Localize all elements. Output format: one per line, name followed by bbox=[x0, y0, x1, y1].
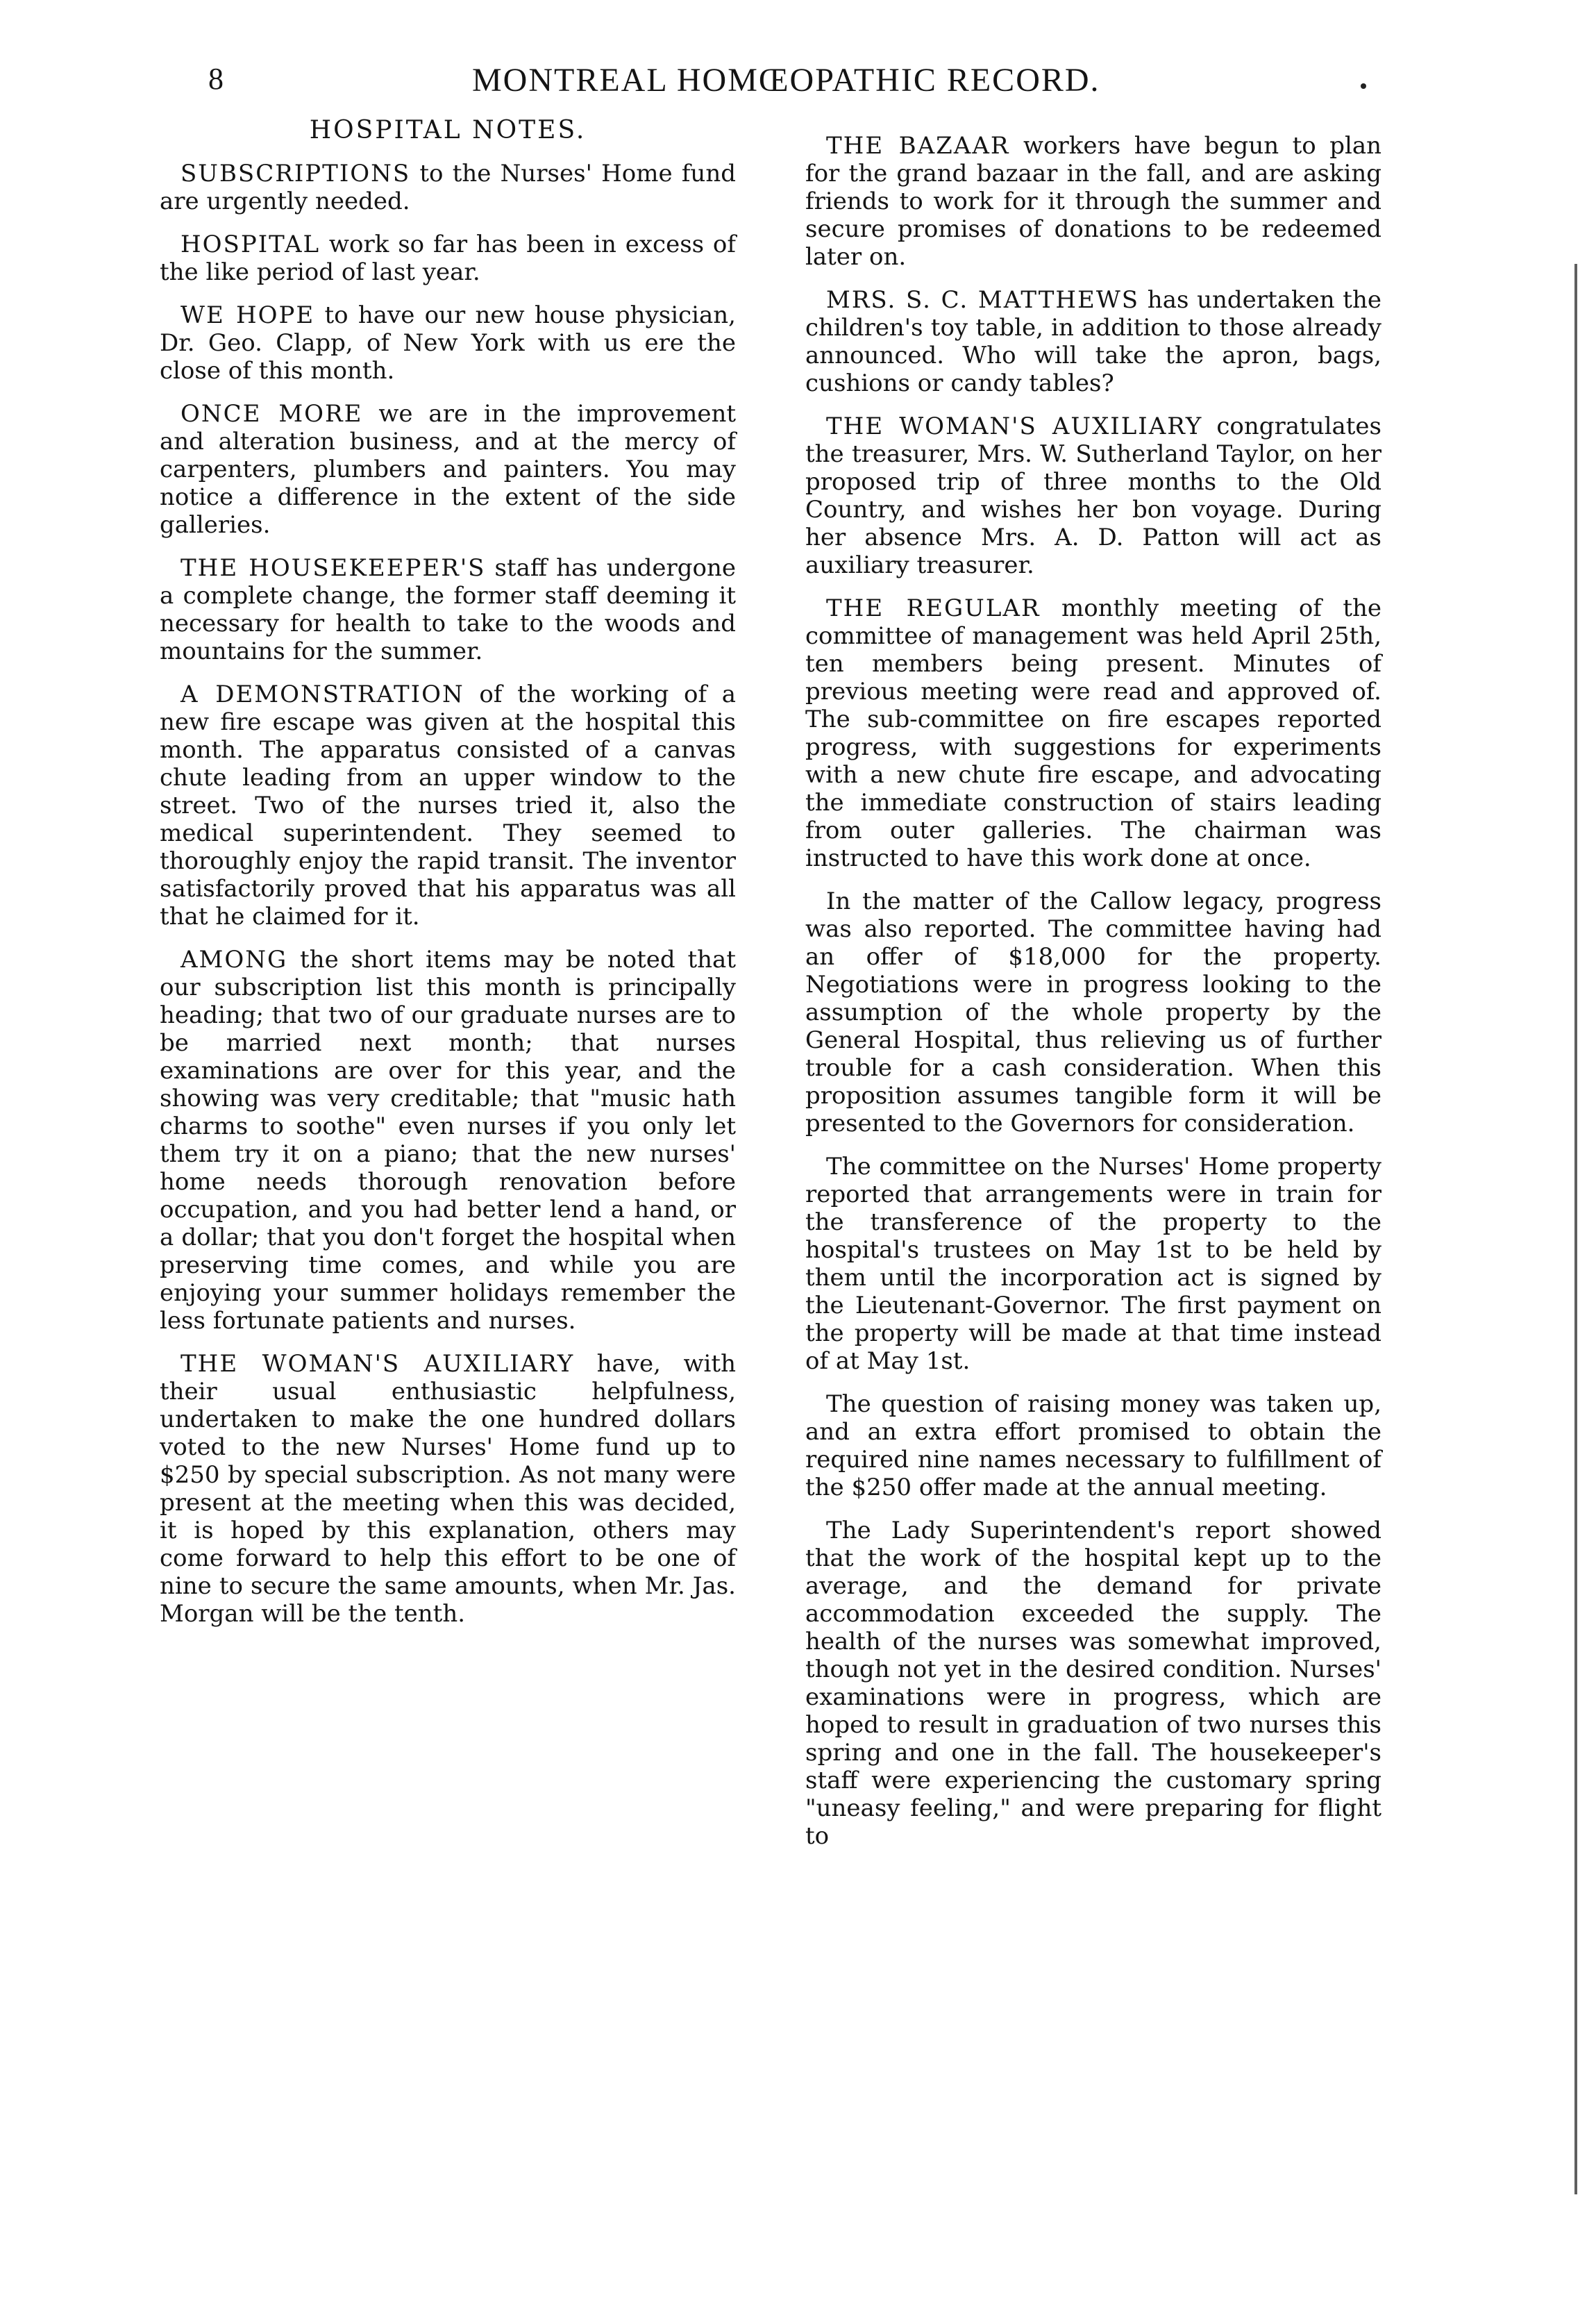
news-paragraph bbox=[805, 594, 1381, 872]
margin-mark bbox=[1361, 83, 1366, 89]
news-paragraph bbox=[805, 1153, 1381, 1375]
paragraph-text: congratulates the treasurer, Mrs. W. Sutherland Taylor, on her proposed trip of three months to the Old Country, and wishes her bon voyage. During her absence Mrs. A. D. Patton will act as auxiliary treasurer. bbox=[805, 412, 1381, 579]
news-paragraph bbox=[805, 1390, 1381, 1501]
running-head: MONTREAL HOMŒOPATHIC RECORD. bbox=[472, 62, 1100, 99]
section-title: HOSPITAL NOTES. bbox=[309, 116, 587, 144]
news-paragraph bbox=[160, 554, 736, 665]
paragraph-text: to have our new house physician, Dr. Geo. Clapp, of New York with us ere the close of this month. bbox=[160, 301, 736, 385]
news-paragraph bbox=[160, 301, 736, 385]
page-number: 8 bbox=[208, 62, 224, 96]
paragraph-lead: ONCE MORE bbox=[180, 400, 363, 428]
margin-rule bbox=[1574, 264, 1577, 2194]
left-paragraphs bbox=[160, 160, 736, 1628]
news-paragraph bbox=[160, 1350, 736, 1628]
right-paragraphs bbox=[805, 132, 1381, 1850]
paragraph-lead: THE WOMAN'S AUXILIARY bbox=[826, 412, 1203, 440]
right-column bbox=[805, 132, 1381, 1865]
paragraph-lead: THE BAZAAR bbox=[826, 132, 1010, 160]
paragraph-lead: A DEMONSTRATION bbox=[180, 681, 464, 708]
news-paragraph bbox=[160, 160, 736, 215]
paragraph-text: The question of raising money was taken up, and an extra effort promised to obtain the required nine names necessary to fulfillment of the $250 offer made at the annual meeting. bbox=[805, 1390, 1381, 1501]
paragraph-text: The committee on the Nurses' Home property reported that arrangements were in train for the transference of the property to the hospital's trustees on May 1st to be held by them until the incorporation act is signed by the Lieutenant-Governor. The first payment on the property will be made at that time instead of at May 1st. bbox=[805, 1153, 1381, 1375]
paragraph-lead: THE HOUSEKEEPER'S bbox=[180, 554, 486, 582]
paragraph-lead: HOSPITAL bbox=[180, 231, 321, 258]
paragraph-text: In the matter of the Callow legacy, progress was also reported. The committee having had an offer of $18,000 for the property. Negotiations were in progress looking to the assumption of the whole property by the General Hospital, thus relieving us of further trouble for a cash consideration. When this proposition assumes tangible form it will be presented to the Governors for consideration. bbox=[805, 887, 1381, 1137]
paragraph-text: to the Nurses' Home fund are urgently needed. bbox=[160, 160, 736, 215]
paragraph-text: we are in the improvement and alteration business, and at the mercy of carpenters, plumbers and painters. You may notice a difference in the extent of the side galleries. bbox=[160, 400, 737, 539]
news-paragraph bbox=[160, 231, 736, 286]
paragraph-text: the short items may be noted that our subscription list this month is principally heading; that two of our graduate nurses are to be married next month; that nurses examinations are over for this year, and the showing was very creditable; that "music hath charms to soothe" even nurses if you only let them try it on a piano; that the new nurses' home needs thorough renovation before occupation, and you had better lend a hand, or a dollar; that you don't forget the hospital when preserving time comes, and while you are enjoying your summer holidays remember the less fortunate patients and nurses. bbox=[160, 946, 736, 1335]
paragraph-lead: THE REGULAR bbox=[826, 594, 1041, 622]
left-column bbox=[160, 117, 736, 1643]
news-paragraph bbox=[805, 887, 1381, 1137]
paragraph-text: workers have begun to plan for the grand bazaar in the fall, and are asking friends to work for it through the summer and secure promises of donations to be redeemed later on. bbox=[805, 132, 1382, 271]
paragraph-text: work so far has been in excess of the like period of last year. bbox=[160, 231, 736, 286]
paragraph-lead: SUBSCRIPTIONS bbox=[180, 160, 411, 187]
news-paragraph bbox=[805, 132, 1381, 271]
news-paragraph bbox=[805, 1517, 1381, 1850]
paragraph-text: The Lady Superintendent's report showed that the work of the hospital kept up to the average, and the demand for private accommodation exceeded the supply. The health of the nurses was somewhat improved, though not yet in the desired condition. Nurses' examinations were in progress, which are hoped to result in graduation of two nurses this spring and one in the fall. The housekeeper's staff were experiencing the customary spring "uneasy feeling," and were preparing for flight to bbox=[805, 1517, 1381, 1850]
news-paragraph bbox=[805, 286, 1381, 397]
news-paragraph bbox=[160, 400, 736, 539]
paragraph-text: monthly meeting of the committee of management was held April 25th, ten members being present. Minutes of previous meeting were read and approved of. The sub-committee on fire escapes reported progress, with suggestions for experiments with a new chute fire escape, and advocating the immediate construction of stairs leading from outer galleries. The chairman was instructed to have this work done at once. bbox=[805, 594, 1381, 872]
paragraph-text: of the working of a new fire escape was given at the hospital this month. The apparatus consisted of a canvas chute leading from an upper window to the street. Two of the nurses tried it, also the medical superintendent. They seemed to thoroughly enjoy the rapid transit. The inventor satisfactorily proved that his apparatus was all that he claimed for it. bbox=[160, 681, 736, 931]
news-paragraph bbox=[160, 681, 736, 931]
paragraph-text: has undertaken the children's toy table, in addition to those already announced. Who will take the apron, bags, cushions or candy tables? bbox=[805, 286, 1381, 397]
paragraph-text: staff has undergone a complete change, the former staff deeming it necessary for health to take to the woods and mountains for the summer. bbox=[160, 554, 737, 665]
paragraph-lead: AMONG bbox=[180, 946, 288, 974]
paragraph-text: have, with their usual enthusiastic helpfulness, undertaken to make the one hundred dollars voted to the new Nurses' Home fund up to $250 by special subscription. As not many were present at the meeting when this was decided, it is hoped by this explanation, others may come forward to help this effort to be one of nine to secure the same amounts, when Mr. Jas. Morgan will be the tenth. bbox=[160, 1350, 736, 1628]
news-paragraph bbox=[160, 946, 736, 1335]
paragraph-lead: WE HOPE bbox=[180, 301, 315, 329]
paragraph-lead: THE WOMAN'S AUXILIARY bbox=[180, 1350, 575, 1378]
news-paragraph bbox=[805, 412, 1381, 579]
paragraph-lead: MRS. S. C. MATTHEWS bbox=[826, 286, 1140, 314]
